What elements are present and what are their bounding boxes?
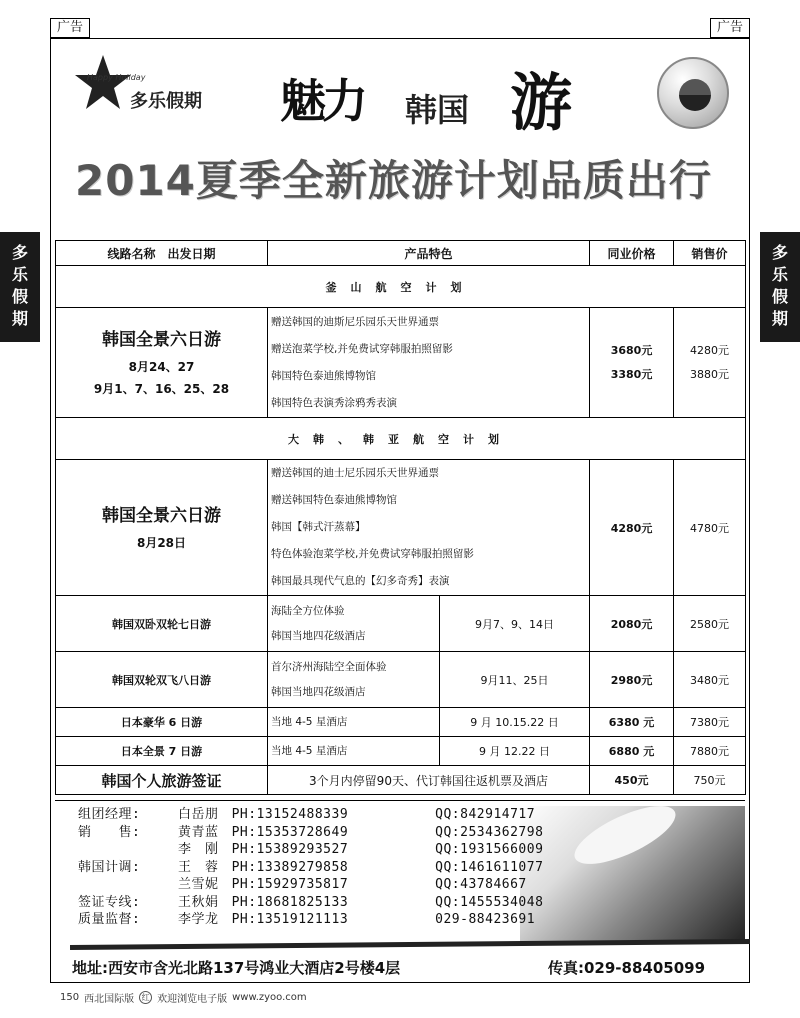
brand-name: 多乐假期	[130, 91, 202, 112]
section-title: 釜山航空计划	[56, 266, 746, 308]
route-name: 韩国双卧双轮七日游	[56, 596, 268, 652]
contact-phone: PH:15929735817	[231, 877, 349, 892]
trade-price: 4280元	[590, 460, 674, 596]
table-row	[56, 766, 746, 795]
sale-price: 2580元	[674, 596, 746, 652]
route-date: 8月28日	[136, 536, 187, 550]
contact-role	[78, 876, 178, 894]
price-value: 3680元	[610, 343, 653, 357]
sale-value: 4280元	[690, 343, 730, 357]
korea-flag-icon	[657, 57, 729, 129]
contact-row	[78, 911, 578, 929]
feature-item: 赠送泡菜学校,并免费试穿韩服拍照留影	[271, 342, 453, 355]
feature-item: 赠送韩国的迪斯尼乐园乐天世界通票	[271, 315, 439, 328]
contact-row	[78, 859, 578, 877]
contact-role	[78, 841, 178, 859]
routes-table	[55, 240, 746, 795]
col-header-sale-price: 销售价	[674, 241, 746, 266]
departure-dates: 9 月 12.22 日	[440, 737, 590, 766]
contact-name: 李学龙	[178, 912, 219, 927]
trade-price: 2980元	[590, 652, 674, 708]
side-char: 假	[771, 287, 788, 306]
trade-price: 6380 元	[590, 708, 674, 737]
page-number: 150	[60, 992, 80, 1003]
table-header-row	[56, 241, 746, 266]
section-busan	[56, 266, 746, 308]
brand-tagline: Happy Holiday	[87, 73, 146, 82]
contact-phone: PH:13152488339	[231, 807, 349, 822]
feature-item: 当地 4-5 星酒店	[271, 715, 348, 728]
fax-number: 传真:029-88405099	[548, 959, 706, 977]
contact-phone: PH:18681825133	[231, 894, 349, 910]
trade-price: 2080元	[590, 596, 674, 652]
visa-description: 3个月内停留90天、代订韩国往返机票及酒店	[268, 766, 590, 795]
contact-qq: 029-88423691	[435, 912, 536, 927]
route-cell	[56, 308, 268, 418]
contact-phone: PH:15389293527	[231, 842, 349, 857]
sale-price: 7880元	[674, 737, 746, 766]
table-row	[56, 460, 746, 596]
contact-qq: QQ:1461611077	[435, 859, 544, 875]
contact-role: 销 售:	[78, 824, 141, 840]
side-tab-left	[0, 232, 40, 342]
trade-price	[590, 308, 674, 418]
feature-cell	[268, 460, 590, 596]
sale-price: 7380元	[674, 708, 746, 737]
side-char: 多	[11, 243, 28, 262]
feature-item: 当地 4-5 星酒店	[271, 744, 348, 757]
side-char: 假	[11, 287, 28, 306]
contact-row	[78, 841, 578, 859]
feature-cell	[268, 737, 440, 766]
contact-row	[78, 894, 578, 912]
contact-row	[78, 824, 578, 842]
departure-dates: 9月7、9、14日	[440, 596, 590, 652]
route-name: 日本全景 7 日游	[56, 737, 268, 766]
feature-item: 韩国特色泰迪熊博物馆	[271, 369, 376, 382]
contact-name: 李 刚	[178, 842, 219, 857]
route-name: 日本豪华 6 日游	[56, 708, 268, 737]
route-cell	[56, 460, 268, 596]
feature-item: 首尔济州海陆空全面体验	[271, 660, 387, 673]
contact-role: 组团经理:	[78, 807, 141, 822]
trade-price: 6880 元	[590, 737, 674, 766]
contact-phone: PH:13519121113	[231, 912, 349, 927]
table-row	[56, 596, 746, 652]
title-korea: 韩国	[405, 91, 470, 129]
contact-qq: QQ:2534362798	[435, 824, 544, 840]
footer-text: 欢迎浏览电子版	[157, 994, 228, 1005]
side-char: 多	[771, 243, 788, 262]
sale-price: 3480元	[674, 652, 746, 708]
address: 地址:西安市含光北路137号鸿业大酒店2号楼4层	[72, 959, 401, 977]
sale-price	[674, 308, 746, 418]
feature-cell	[268, 308, 590, 418]
col-header-route: 线路名称 出发日期	[56, 241, 268, 266]
feature-item: 赠送韩国的迪士尼乐园乐天世界通票	[271, 467, 439, 479]
section-korean-air	[56, 418, 746, 460]
contact-phone: PH:15353728649	[231, 824, 349, 840]
contact-role: 质量监督:	[78, 912, 141, 927]
departure-dates: 9月11、25日	[440, 652, 590, 708]
contact-role: 韩国计调:	[78, 859, 141, 875]
section-title: 大韩、韩亚航空计划	[56, 418, 746, 460]
sale-price: 750元	[674, 766, 746, 795]
contact-row	[78, 806, 578, 824]
contact-list	[78, 806, 578, 942]
side-char: 期	[771, 309, 788, 328]
price-value: 3380元	[610, 367, 653, 381]
feature-item: 特色体验泡菜学校,并免费试穿韩服拍照留影	[271, 548, 474, 560]
contact-phone: PH:13389279858	[231, 859, 349, 875]
feature-item: 韩国最具现代气息的【幻多奇秀】表演	[271, 575, 450, 587]
table-row	[56, 708, 746, 737]
side-tab-right	[760, 232, 800, 342]
footer-url[interactable]: www.zyoo.com	[232, 992, 307, 1003]
route-name: 韩国全景六日游	[102, 506, 221, 526]
contact-qq: QQ:1455534048	[435, 894, 544, 910]
contact-name: 王秋娟	[178, 894, 219, 910]
contact-name: 黄青蓝	[178, 824, 219, 840]
ad-tag-left: 广告	[50, 18, 90, 38]
departure-dates: 9 月 10.15.22 日	[440, 708, 590, 737]
feature-item: 韩国当地四花级酒店	[271, 629, 366, 642]
contact-name: 王 蓉	[178, 859, 219, 875]
contact-qq: QQ:1931566009	[435, 842, 544, 857]
feature-item: 韩国【韩式汗蒸幕】	[271, 521, 366, 533]
side-char: 期	[11, 309, 28, 328]
table-row	[56, 652, 746, 708]
feature-item: 韩国当地四花级酒店	[271, 685, 366, 698]
col-header-trade-price: 同业价格	[590, 241, 674, 266]
contact-name: 白岳朋	[178, 807, 219, 822]
feature-cell	[268, 708, 440, 737]
contact-role: 签证专线:	[78, 894, 141, 910]
star-logo-icon	[73, 53, 133, 111]
table-row	[56, 737, 746, 766]
route-date: 9月1、7、16、25、28	[93, 382, 230, 396]
contact-row	[78, 876, 578, 894]
col-header-features: 产品特色	[268, 241, 590, 266]
feature-cell	[268, 596, 440, 652]
feature-item: 赠送韩国特色泰迪熊博物馆	[271, 494, 397, 506]
contact-qq: QQ:43784667	[435, 877, 527, 892]
side-char: 乐	[771, 265, 788, 284]
feature-item: 海陆全方位体验	[271, 604, 345, 617]
page-footer	[60, 990, 307, 1005]
trade-price: 450元	[590, 766, 674, 795]
edition-name: 西北国际版	[84, 994, 135, 1005]
route-date: 8月24、27	[128, 360, 195, 374]
title-charm: 魅力	[280, 74, 364, 128]
ad-header	[55, 45, 745, 145]
side-char: 乐	[11, 265, 28, 284]
route-name: 韩国全景六日游	[102, 330, 221, 350]
contact-qq: QQ:842914717	[435, 807, 536, 822]
contact-name: 兰雪妮	[178, 877, 219, 892]
feature-item: 韩国特色表演秀涂鸦秀表演	[271, 396, 397, 409]
sale-value: 3880元	[690, 367, 730, 381]
route-name: 韩国个人旅游签证	[56, 766, 268, 795]
headline: 2014夏季全新旅游计划品质出行	[75, 156, 712, 205]
ad-tag-right: 广告	[710, 18, 750, 38]
title-travel: 游	[510, 66, 573, 139]
table-row	[56, 308, 746, 418]
sale-price: 4780元	[674, 460, 746, 596]
publisher-logo-icon: 红	[139, 991, 152, 1004]
route-name: 韩国双轮双飞八日游	[56, 652, 268, 708]
feature-cell	[268, 652, 440, 708]
